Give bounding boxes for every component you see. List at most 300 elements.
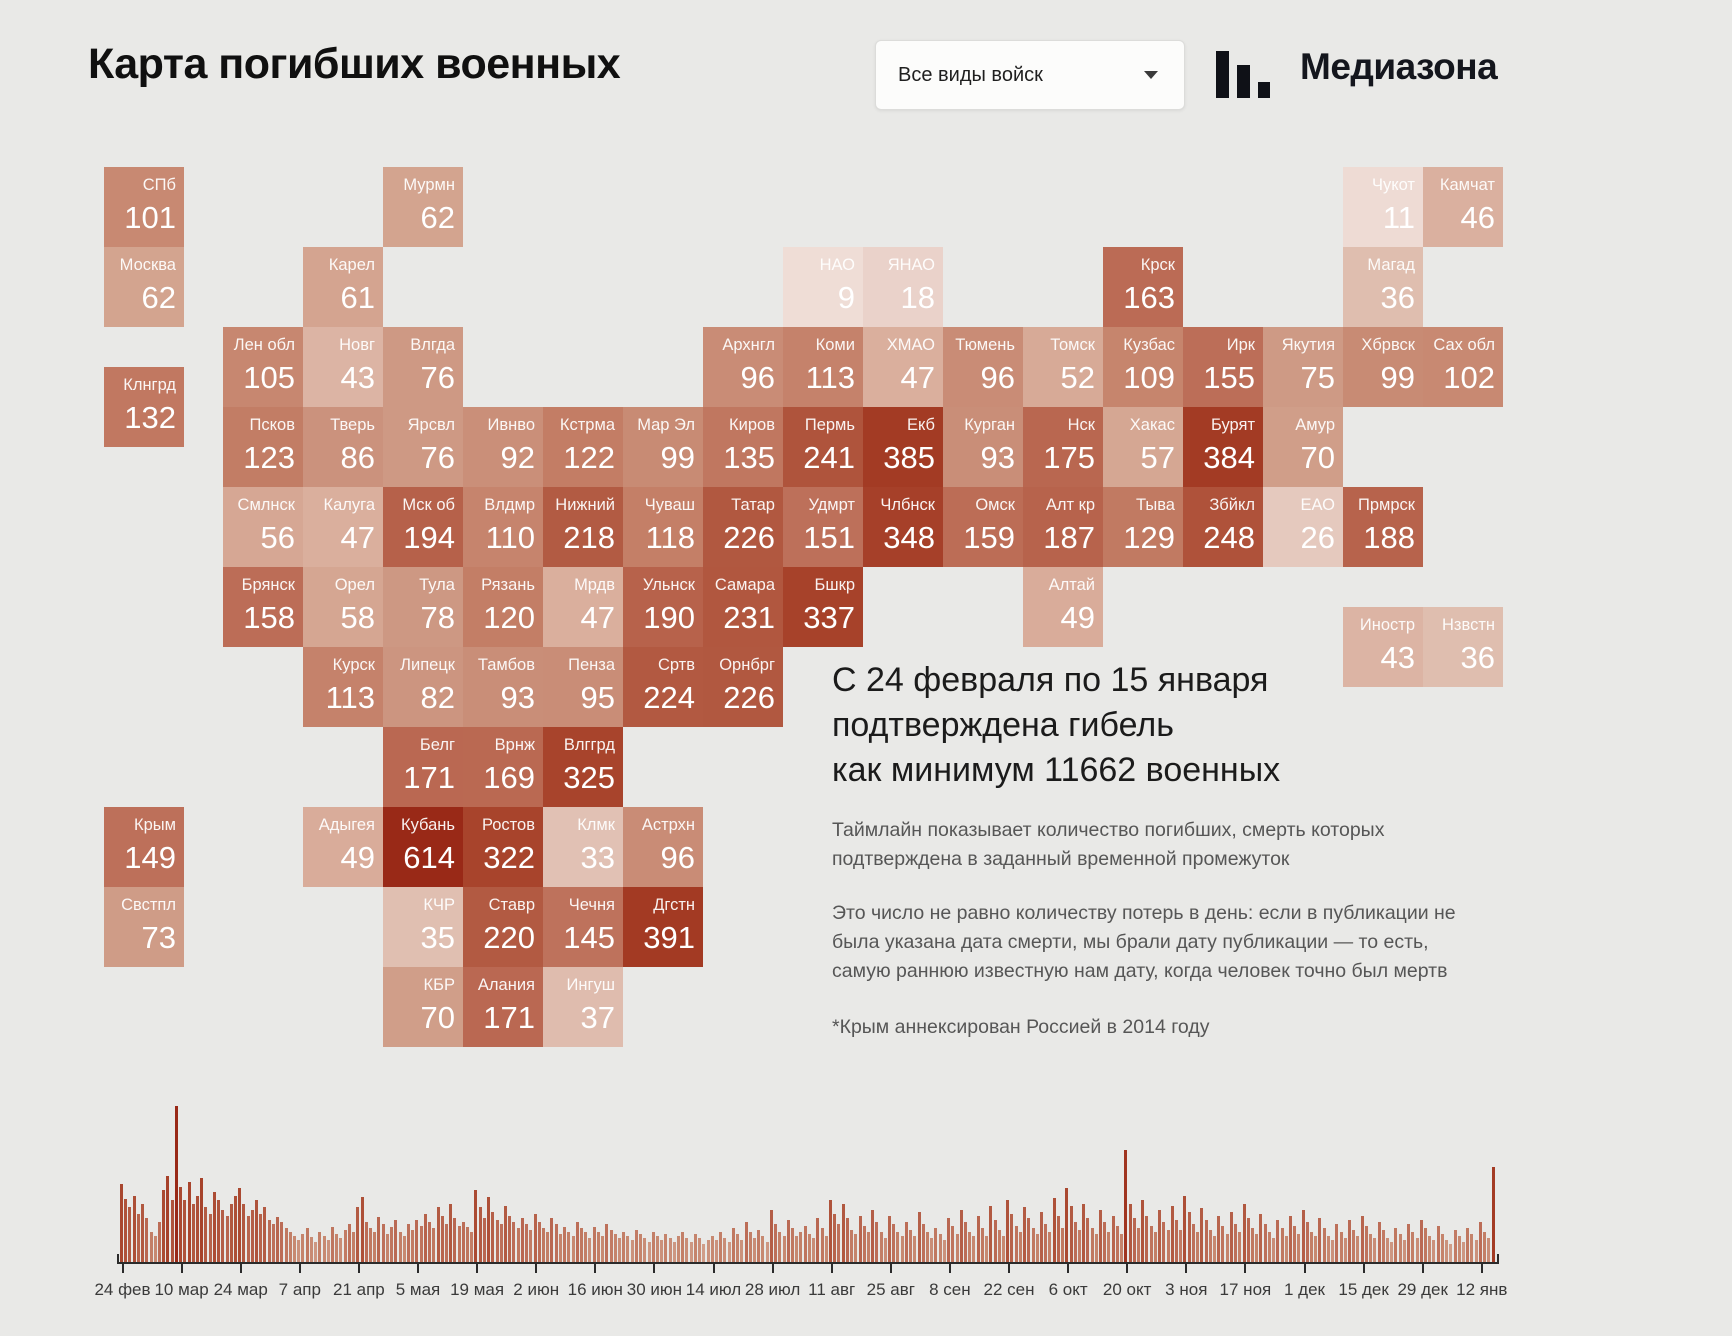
timeline-bar (297, 1240, 300, 1262)
axis-tick (1363, 1264, 1365, 1273)
region-tile[interactable] (383, 567, 463, 647)
timeline-bar (1259, 1214, 1262, 1262)
region-tile[interactable] (1343, 487, 1423, 567)
timeline-bar (1420, 1220, 1423, 1262)
region-tile[interactable] (1423, 327, 1503, 407)
timeline-bar (1449, 1244, 1452, 1262)
region-tile[interactable] (223, 487, 303, 567)
timeline-bar (723, 1238, 726, 1262)
description-paragraph-2: Это число не равно количеству потерь в день: если в публикации не была указана дата смерти, мы брали дату публикации — то есть, самую раннюю известную нам дату, когда человек точно был мертв (832, 902, 1456, 982)
axis-tick-label: 1 дек (1284, 1280, 1325, 1299)
region-tile[interactable] (463, 567, 543, 647)
timeline-bar (399, 1232, 402, 1262)
region-label: Клнгрд (123, 376, 176, 394)
region-tile[interactable] (543, 647, 623, 727)
timeline-bar (1369, 1234, 1372, 1262)
region-value: 70 (1300, 440, 1335, 475)
region-tile[interactable] (623, 407, 703, 487)
timeline-bar (1162, 1222, 1165, 1262)
region-label: Лен обл (233, 336, 295, 354)
region-tile[interactable] (383, 407, 463, 487)
timeline-bar (1078, 1230, 1081, 1262)
region-label: Амур (1295, 416, 1335, 434)
region-tile[interactable] (463, 407, 543, 487)
region-label: Коми (815, 336, 855, 354)
timeline-bar (698, 1238, 701, 1262)
region-value: 101 (124, 200, 176, 235)
timeline-bar (871, 1210, 874, 1262)
region-tile[interactable] (863, 487, 943, 567)
timeline-bar (685, 1238, 688, 1262)
region-value: 46 (1460, 200, 1495, 235)
region-tile[interactable] (783, 327, 863, 407)
region-value: 155 (1203, 360, 1255, 395)
timeline-bar (732, 1228, 735, 1262)
description-paragraph-1: Таймлайн показывает количество погибших, смерть которых подтверждена в заданный временной промежуток (832, 819, 1385, 870)
region-tile[interactable] (463, 967, 543, 1047)
timeline-bar (745, 1222, 748, 1262)
region-value: 37 (580, 1000, 615, 1035)
timeline-bar (1230, 1212, 1233, 1262)
timeline-bar (183, 1200, 186, 1262)
timeline-bar (909, 1230, 912, 1262)
region-tile[interactable] (104, 167, 184, 247)
region-label: Татар (731, 496, 775, 514)
axis-tick-label: 19 мая (450, 1280, 505, 1299)
timeline-bar (664, 1234, 667, 1262)
timeline-bar (1386, 1238, 1389, 1262)
timeline-bar (690, 1242, 693, 1262)
region-tile[interactable] (104, 247, 184, 327)
region-tile[interactable] (703, 327, 783, 407)
timeline-bar (1432, 1240, 1435, 1262)
summary-heading-line: С 24 февраля по 15 января (832, 661, 1269, 699)
region-label: Тамбов (477, 656, 535, 674)
region-tile[interactable] (783, 487, 863, 567)
timeline-bar (1086, 1218, 1089, 1262)
timeline-bar (694, 1234, 697, 1262)
timeline-bar (1010, 1214, 1013, 1262)
timeline-bar (1023, 1207, 1026, 1262)
timeline-bar (880, 1232, 883, 1262)
region-label: Липецк (400, 656, 455, 674)
timeline-bar (369, 1228, 372, 1262)
timeline-bar (128, 1207, 131, 1262)
summary-heading-line: как минимум 11662 военных (832, 751, 1281, 789)
timeline-bar (1141, 1200, 1144, 1262)
timeline-bar (918, 1212, 921, 1262)
region-tile[interactable] (1343, 327, 1423, 407)
region-label: Влгда (410, 336, 455, 354)
timeline-bar (854, 1234, 857, 1262)
axis-tick (1008, 1264, 1010, 1273)
region-tile[interactable] (1343, 607, 1423, 687)
timeline-bar (913, 1236, 916, 1262)
region-tile[interactable] (383, 167, 463, 247)
timeline-bar (272, 1224, 275, 1262)
region-tile[interactable] (383, 967, 463, 1047)
timeline-bar (133, 1196, 136, 1262)
region-value: 92 (500, 440, 535, 475)
region-label: Кстрма (559, 416, 615, 434)
timeline-bar (1428, 1236, 1431, 1262)
axis-tick (1481, 1264, 1483, 1273)
timeline-bar (1293, 1226, 1296, 1262)
timeline-bar (601, 1236, 604, 1262)
region-tile[interactable] (1343, 247, 1423, 327)
region-tile[interactable] (1263, 487, 1343, 567)
region-label: Орнбрг (719, 656, 775, 674)
region-tile[interactable] (623, 647, 703, 727)
timeline-bar (850, 1230, 853, 1262)
region-value: 36 (1460, 640, 1495, 675)
timeline-bar (622, 1232, 625, 1262)
timeline-bar (120, 1184, 123, 1262)
timeline-bar (605, 1224, 608, 1262)
timeline-bar (567, 1232, 570, 1262)
region-tile[interactable] (383, 327, 463, 407)
region-value: 56 (260, 520, 295, 555)
region-tile[interactable] (543, 967, 623, 1047)
region-tile[interactable] (1103, 327, 1183, 407)
region-tile[interactable] (1343, 167, 1423, 247)
timeline-bar (1399, 1234, 1402, 1262)
timeline-bar (1314, 1236, 1317, 1262)
region-tile[interactable] (943, 407, 1023, 487)
timeline-bar (403, 1236, 406, 1262)
region-label: Кузбас (1123, 336, 1175, 354)
region-tile[interactable] (1183, 407, 1263, 487)
region-label: Кубань (400, 816, 455, 834)
region-label: Дгстн (653, 896, 695, 914)
timeline-bar (474, 1190, 477, 1262)
axis-tick-label: 12 янв (1456, 1280, 1508, 1299)
axis-tick-label: 8 сен (929, 1280, 971, 1299)
region-tile[interactable] (104, 887, 184, 967)
region-tile[interactable] (543, 407, 623, 487)
region-label: Крым (134, 816, 176, 834)
region-value: 149 (124, 840, 176, 875)
region-value: 241 (803, 440, 855, 475)
timeline-bar (124, 1199, 127, 1262)
timeline-bar (1466, 1228, 1469, 1262)
region-value: 49 (340, 840, 375, 875)
timeline-bar (289, 1232, 292, 1262)
region-tile[interactable] (1263, 407, 1343, 487)
region-value: 122 (563, 440, 615, 475)
region-tile[interactable] (1263, 327, 1343, 407)
region-label: Тула (419, 576, 455, 594)
timeline-bar (1196, 1232, 1199, 1262)
region-tile[interactable] (1103, 247, 1183, 327)
region-tile[interactable] (623, 487, 703, 567)
region-tile[interactable] (943, 487, 1023, 567)
timeline-bar (989, 1206, 992, 1262)
axis-tick-label: 15 дек (1338, 1280, 1389, 1299)
timeline-bar (660, 1240, 663, 1262)
timeline-bar (226, 1216, 229, 1262)
region-tile[interactable] (104, 367, 184, 447)
region-tile[interactable] (543, 727, 623, 807)
region-tile[interactable] (383, 727, 463, 807)
region-tile[interactable] (383, 887, 463, 967)
timeline-bar (491, 1212, 494, 1262)
timeline-bar (517, 1228, 520, 1262)
timeline-bar (804, 1226, 807, 1262)
timeline-bar (458, 1226, 461, 1262)
timeline-bar (1133, 1218, 1136, 1262)
timeline-bar (377, 1217, 380, 1262)
region-value: 163 (1123, 280, 1175, 315)
timeline-bar (863, 1226, 866, 1262)
timeline-bar (1226, 1234, 1229, 1262)
timeline-bar (1188, 1212, 1191, 1262)
region-tile[interactable] (623, 567, 703, 647)
region-value: 337 (803, 600, 855, 635)
region-value: 110 (485, 520, 535, 555)
region-tile[interactable] (943, 327, 1023, 407)
region-value: 248 (1203, 520, 1255, 555)
timeline-bar (1019, 1232, 1022, 1262)
timeline-bar (453, 1218, 456, 1262)
region-label: Адыгея (318, 816, 375, 834)
region-label: Алт кр (1045, 496, 1095, 514)
timeline-bar (1441, 1234, 1444, 1262)
region-tile[interactable] (1423, 607, 1503, 687)
timeline-bar (1365, 1226, 1368, 1262)
timeline-bar (213, 1192, 216, 1262)
axis-tick (653, 1264, 655, 1273)
region-value: 123 (243, 440, 295, 475)
region-value: 187 (1043, 520, 1095, 555)
brand-name: Медиазона (1300, 46, 1498, 87)
timeline-bar (293, 1236, 296, 1262)
region-tile[interactable] (1183, 487, 1263, 567)
timeline-bar (905, 1222, 908, 1262)
region-label: Ростов (481, 816, 535, 834)
timeline-bar (985, 1236, 988, 1262)
timeline-bar (563, 1227, 566, 1262)
timeline-bar (842, 1204, 845, 1262)
region-label: Пенза (568, 656, 615, 674)
timeline-bar (1006, 1200, 1009, 1262)
timeline-bar (791, 1228, 794, 1262)
region-tile[interactable] (1023, 567, 1103, 647)
timeline-bar (1344, 1238, 1347, 1262)
region-tile[interactable] (703, 487, 783, 567)
timeline-bar (1479, 1222, 1482, 1262)
region-tile[interactable] (863, 407, 943, 487)
timeline-bar (1411, 1232, 1414, 1262)
region-value: 132 (124, 400, 176, 435)
timeline-bar (323, 1236, 326, 1262)
axis-tick-label: 29 дек (1397, 1280, 1448, 1299)
timeline-bar (1145, 1216, 1148, 1262)
region-label: Киров (729, 416, 775, 434)
mediazona-logo-icon[interactable] (1216, 50, 1276, 98)
region-value: 105 (243, 360, 295, 395)
region-tile[interactable] (463, 647, 543, 727)
timeline-bar (1175, 1220, 1178, 1262)
region-tile[interactable] (623, 807, 703, 887)
timeline-bar (1458, 1236, 1461, 1262)
timeline-bar (951, 1226, 954, 1262)
region-tile[interactable] (623, 887, 703, 967)
timeline-bar (1306, 1222, 1309, 1262)
timeline-bar (757, 1230, 760, 1262)
timeline-bar (1158, 1210, 1161, 1262)
region-tile[interactable] (783, 247, 863, 327)
timeline-bar (1179, 1230, 1182, 1262)
timeline-bar (335, 1234, 338, 1262)
region-tile[interactable] (303, 647, 383, 727)
region-tile[interactable] (783, 567, 863, 647)
timeline-bar (1070, 1206, 1073, 1262)
timeline-bar (209, 1214, 212, 1262)
region-label: Якутия (1281, 336, 1335, 354)
timeline-bar (200, 1178, 203, 1262)
region-value: 96 (980, 360, 1015, 395)
timeline-bar (217, 1200, 220, 1262)
region-tile[interactable] (863, 327, 943, 407)
troop-type-dropdown[interactable] (875, 40, 1185, 110)
region-tile[interactable] (303, 407, 383, 487)
region-tile[interactable] (383, 807, 463, 887)
timeline-bar (145, 1218, 148, 1262)
region-tile[interactable] (543, 887, 623, 967)
timeline-bar (1348, 1220, 1351, 1262)
region-tile[interactable] (303, 247, 383, 327)
timeline-bar (150, 1232, 153, 1262)
axis-tick-label: 28 июл (744, 1280, 801, 1299)
timeline-bar (504, 1206, 507, 1262)
region-tile[interactable] (463, 807, 543, 887)
axis-tick (535, 1264, 537, 1273)
timeline-bar (821, 1228, 824, 1262)
region-tile[interactable] (463, 487, 543, 567)
region-tile[interactable] (463, 727, 543, 807)
region-tile[interactable] (383, 647, 463, 727)
region-tile[interactable] (383, 487, 463, 567)
region-tile[interactable] (463, 887, 543, 967)
timeline-bar (1475, 1240, 1478, 1262)
timeline-bar (386, 1234, 389, 1262)
timeline-bar (1247, 1218, 1250, 1262)
region-tile[interactable] (1103, 487, 1183, 567)
timeline-bar (314, 1242, 317, 1262)
region-label: Хбрвск (1361, 336, 1415, 354)
region-value: 322 (483, 840, 535, 875)
timeline-bar (1281, 1228, 1284, 1262)
region-tile[interactable] (303, 807, 383, 887)
region-label: Орел (334, 576, 375, 594)
timeline-bar (466, 1227, 469, 1262)
timeline-bar (1356, 1236, 1359, 1262)
timeline-bar (306, 1228, 309, 1262)
timeline-bar (318, 1232, 321, 1262)
region-value: 231 (723, 600, 775, 635)
timeline-bar (968, 1232, 971, 1262)
region-tile[interactable] (223, 327, 303, 407)
timeline-bar (1373, 1238, 1376, 1262)
region-tile[interactable] (303, 567, 383, 647)
region-tile[interactable] (303, 487, 383, 567)
region-value: 120 (483, 600, 535, 635)
timeline-bar (753, 1238, 756, 1262)
axis-tick (122, 1264, 124, 1273)
region-tile[interactable] (303, 327, 383, 407)
region-tile[interactable] (1103, 407, 1183, 487)
region-label: Нск (1067, 416, 1095, 434)
region-label: Свстпл (121, 896, 176, 914)
timeline-bar (1107, 1232, 1110, 1262)
timeline-bar (972, 1236, 975, 1262)
region-label: Калуга (323, 496, 375, 514)
region-label: Ингуш (566, 976, 615, 994)
timeline-bar (1255, 1234, 1258, 1262)
region-tile[interactable] (1023, 327, 1103, 407)
timeline-bar (339, 1238, 342, 1262)
region-tile[interactable] (543, 807, 623, 887)
region-tile[interactable] (1183, 327, 1263, 407)
timeline-bar (964, 1222, 967, 1262)
region-tile[interactable] (543, 567, 623, 647)
region-tile[interactable] (104, 807, 184, 887)
timeline-bar (525, 1224, 528, 1262)
summary-heading (832, 658, 1352, 793)
axis-tick-label: 24 фев (94, 1280, 151, 1299)
axis-tick-label: 22 сен (983, 1280, 1035, 1299)
timeline-bar (926, 1232, 929, 1262)
timeline-bar (749, 1232, 752, 1262)
region-label: Удмрт (808, 496, 855, 514)
region-tile[interactable] (703, 647, 783, 727)
region-tile[interactable] (863, 247, 943, 327)
region-value: 226 (723, 520, 775, 555)
region-label: Новг (339, 336, 375, 354)
timeline-bar (981, 1228, 984, 1262)
region-tile[interactable] (223, 567, 303, 647)
region-label: Ярсвл (407, 416, 455, 434)
axis-tick (772, 1264, 774, 1273)
axis-tick (831, 1264, 833, 1273)
region-tile[interactable] (703, 407, 783, 487)
region-tile[interactable] (543, 487, 623, 567)
axis-tick (1304, 1264, 1306, 1273)
timeline-bar (977, 1216, 980, 1262)
region-label: ЯНАО (887, 256, 935, 274)
page-title: Карта погибших военных (88, 40, 621, 88)
timeline-bar (576, 1222, 579, 1262)
region-tile[interactable] (703, 567, 783, 647)
region-value: 151 (803, 520, 855, 555)
timeline-bar (158, 1222, 161, 1262)
region-tile[interactable] (783, 407, 863, 487)
timeline-bar (242, 1204, 245, 1262)
region-tile[interactable] (1023, 487, 1103, 567)
timeline-bar (445, 1224, 448, 1262)
timeline-bar (888, 1216, 891, 1262)
region-tile[interactable] (1023, 407, 1103, 487)
region-label: Самара (714, 576, 775, 594)
region-label: Камчат (1439, 176, 1495, 194)
timeline-bar (939, 1234, 942, 1262)
region-tile[interactable] (223, 407, 303, 487)
region-label: Белг (419, 736, 455, 754)
region-tile[interactable] (1423, 167, 1503, 247)
region-value: 76 (420, 440, 455, 475)
region-label: Нижний (555, 496, 615, 514)
